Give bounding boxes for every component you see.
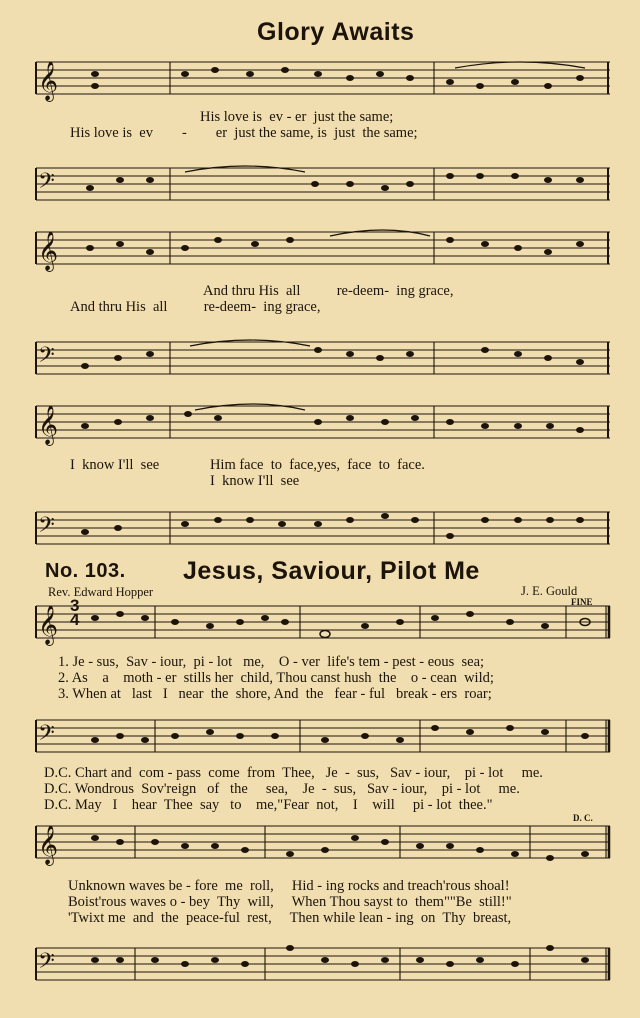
svg-text:𝄢: 𝄢: [38, 513, 55, 542]
music-staff-treble-4: [0, 598, 640, 658]
dc-line: D.C. Wondrous Sov'reign of the sea, Je - sus, Sav - iour, pi - lot me.: [44, 781, 520, 797]
music-staff-bass-1: [0, 162, 640, 222]
lyric-line: And thru His all re-deem- ing grace,: [70, 299, 321, 315]
music-staff-treble-3: [0, 400, 640, 460]
lyric-line: I know I'll see Him face to face,yes, face to face.: [70, 457, 425, 473]
verse-line: Unknown waves be - fore me roll, Hid - ing rocks and treach'rous shoal!: [68, 878, 510, 894]
music-staff-treble-2: [0, 226, 640, 286]
music-staff-bass-4: [0, 712, 640, 772]
composer-credit: J. E. Gould: [521, 584, 578, 598]
lyric-line: His love is ev - er just the same, is just the same;: [70, 125, 418, 141]
svg-text:𝄞: 𝄞: [38, 407, 59, 444]
hymn-number: No. 103.: [45, 560, 126, 582]
svg-text:𝄢: 𝄢: [38, 343, 55, 372]
lyric-line: And thru His all re-deem- ing grace,: [203, 283, 454, 299]
dc-line: D.C. May I hear Thee say to me,"Fear not, I will pi - lot thee.": [44, 797, 493, 813]
verse-line: 'Twixt me and the peace-ful rest, Then while lean - ing on Thy breast,: [68, 910, 512, 926]
svg-text:𝄞: 𝄞: [38, 233, 59, 270]
verse-line: 2. As a moth - er stills her child, Thou canst hush the o - cean wild;: [58, 670, 494, 686]
svg-text:𝄞: 𝄞: [38, 827, 59, 864]
svg-text:𝄢: 𝄢: [38, 169, 55, 198]
music-staff-treble-5: [0, 818, 640, 878]
verse-line: 1. Je - sus, Sav - iour, pi - lot me, O - ver life's tem - pest - eous sea;: [58, 654, 485, 670]
verse-line: Boist'rous waves o - bey Thy will, When Thou sayst to them""Be still!": [68, 894, 512, 910]
music-staff-bass-5: [0, 940, 640, 1000]
svg-text:𝄢: 𝄢: [38, 721, 55, 750]
author-credit: Rev. Edward Hopper: [48, 585, 154, 599]
svg-text:𝄢: 𝄢: [38, 949, 55, 978]
hymn-title: Glory Awaits: [257, 18, 415, 46]
dc-line: D.C. Chart and com - pass come from Thee, Je - sus, Sav - iour, pi - lot me.: [44, 765, 543, 781]
verse-line: 3. When at last I near the shore, And the fear - ful break - ers roar;: [58, 686, 492, 702]
music-staff-bass-2: [0, 336, 640, 396]
svg-text:𝄞: 𝄞: [38, 63, 59, 100]
lyric-line: I know I'll see: [210, 473, 300, 489]
hymn-title: Jesus, Saviour, Pilot Me: [183, 557, 480, 585]
dc-marking: D. C.: [573, 813, 593, 823]
lyric-line: His love is ev - er just the same;: [200, 109, 394, 125]
time-signature: 3 4: [70, 596, 80, 629]
svg-text:𝄞: 𝄞: [38, 607, 59, 644]
fine-marking: FINE: [571, 597, 593, 607]
music-staff-treble-1: [0, 56, 640, 116]
